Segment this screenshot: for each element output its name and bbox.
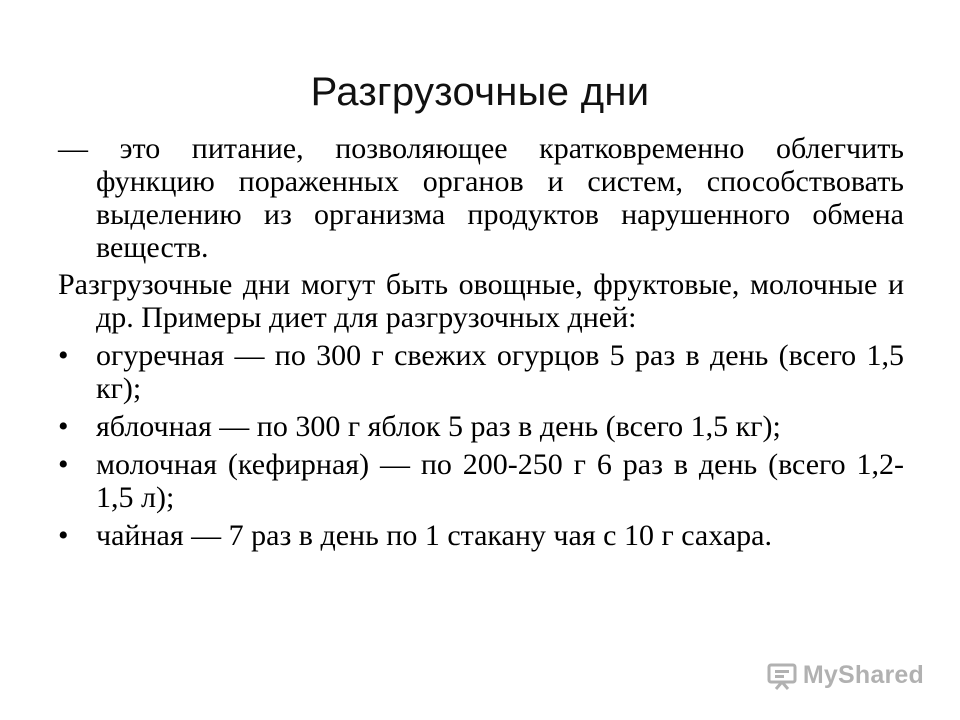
types-paragraph: Разгрузочные дни могут быть овощные, фруктовые, молочные и др. Примеры диет для разгрузочных дней: [58,268,904,334]
list-item [58,410,904,443]
list-item-text: чайная — 7 раз в день по 1 стакану чая с 10 г сахара. [96,519,772,552]
bullet-icon: • [58,519,69,552]
presentation-board-icon [767,662,797,690]
list-item-text: огуречная — по 300 г свежих огурцов 5 раз в день (всего 1,5 кг); [96,339,904,405]
slide-body [58,132,904,557]
list-item-text: яблочная — по 300 г яблок 5 раз в день (всего 1,5 кг); [96,410,781,443]
watermark [767,661,924,690]
diet-list [58,339,904,552]
list-item [58,448,904,514]
watermark-text: MyShared [802,661,924,689]
bullet-icon: • [58,339,69,372]
list-item-text: молочная (кефирная) — по 200-250 г 6 раз в день (всего 1,2-1,5 л); [96,448,904,514]
slide-title: Разгрузочные дни [310,70,650,114]
list-item [58,519,904,552]
bullet-icon: • [58,448,69,481]
bullet-icon: • [58,410,69,443]
list-item [58,339,904,405]
definition-paragraph: — это питание, позволяющее кратковременно облегчить функцию пораженных органов и систем, способствовать выделению из организма продуктов нарушенного обмена веществ. [58,132,904,264]
